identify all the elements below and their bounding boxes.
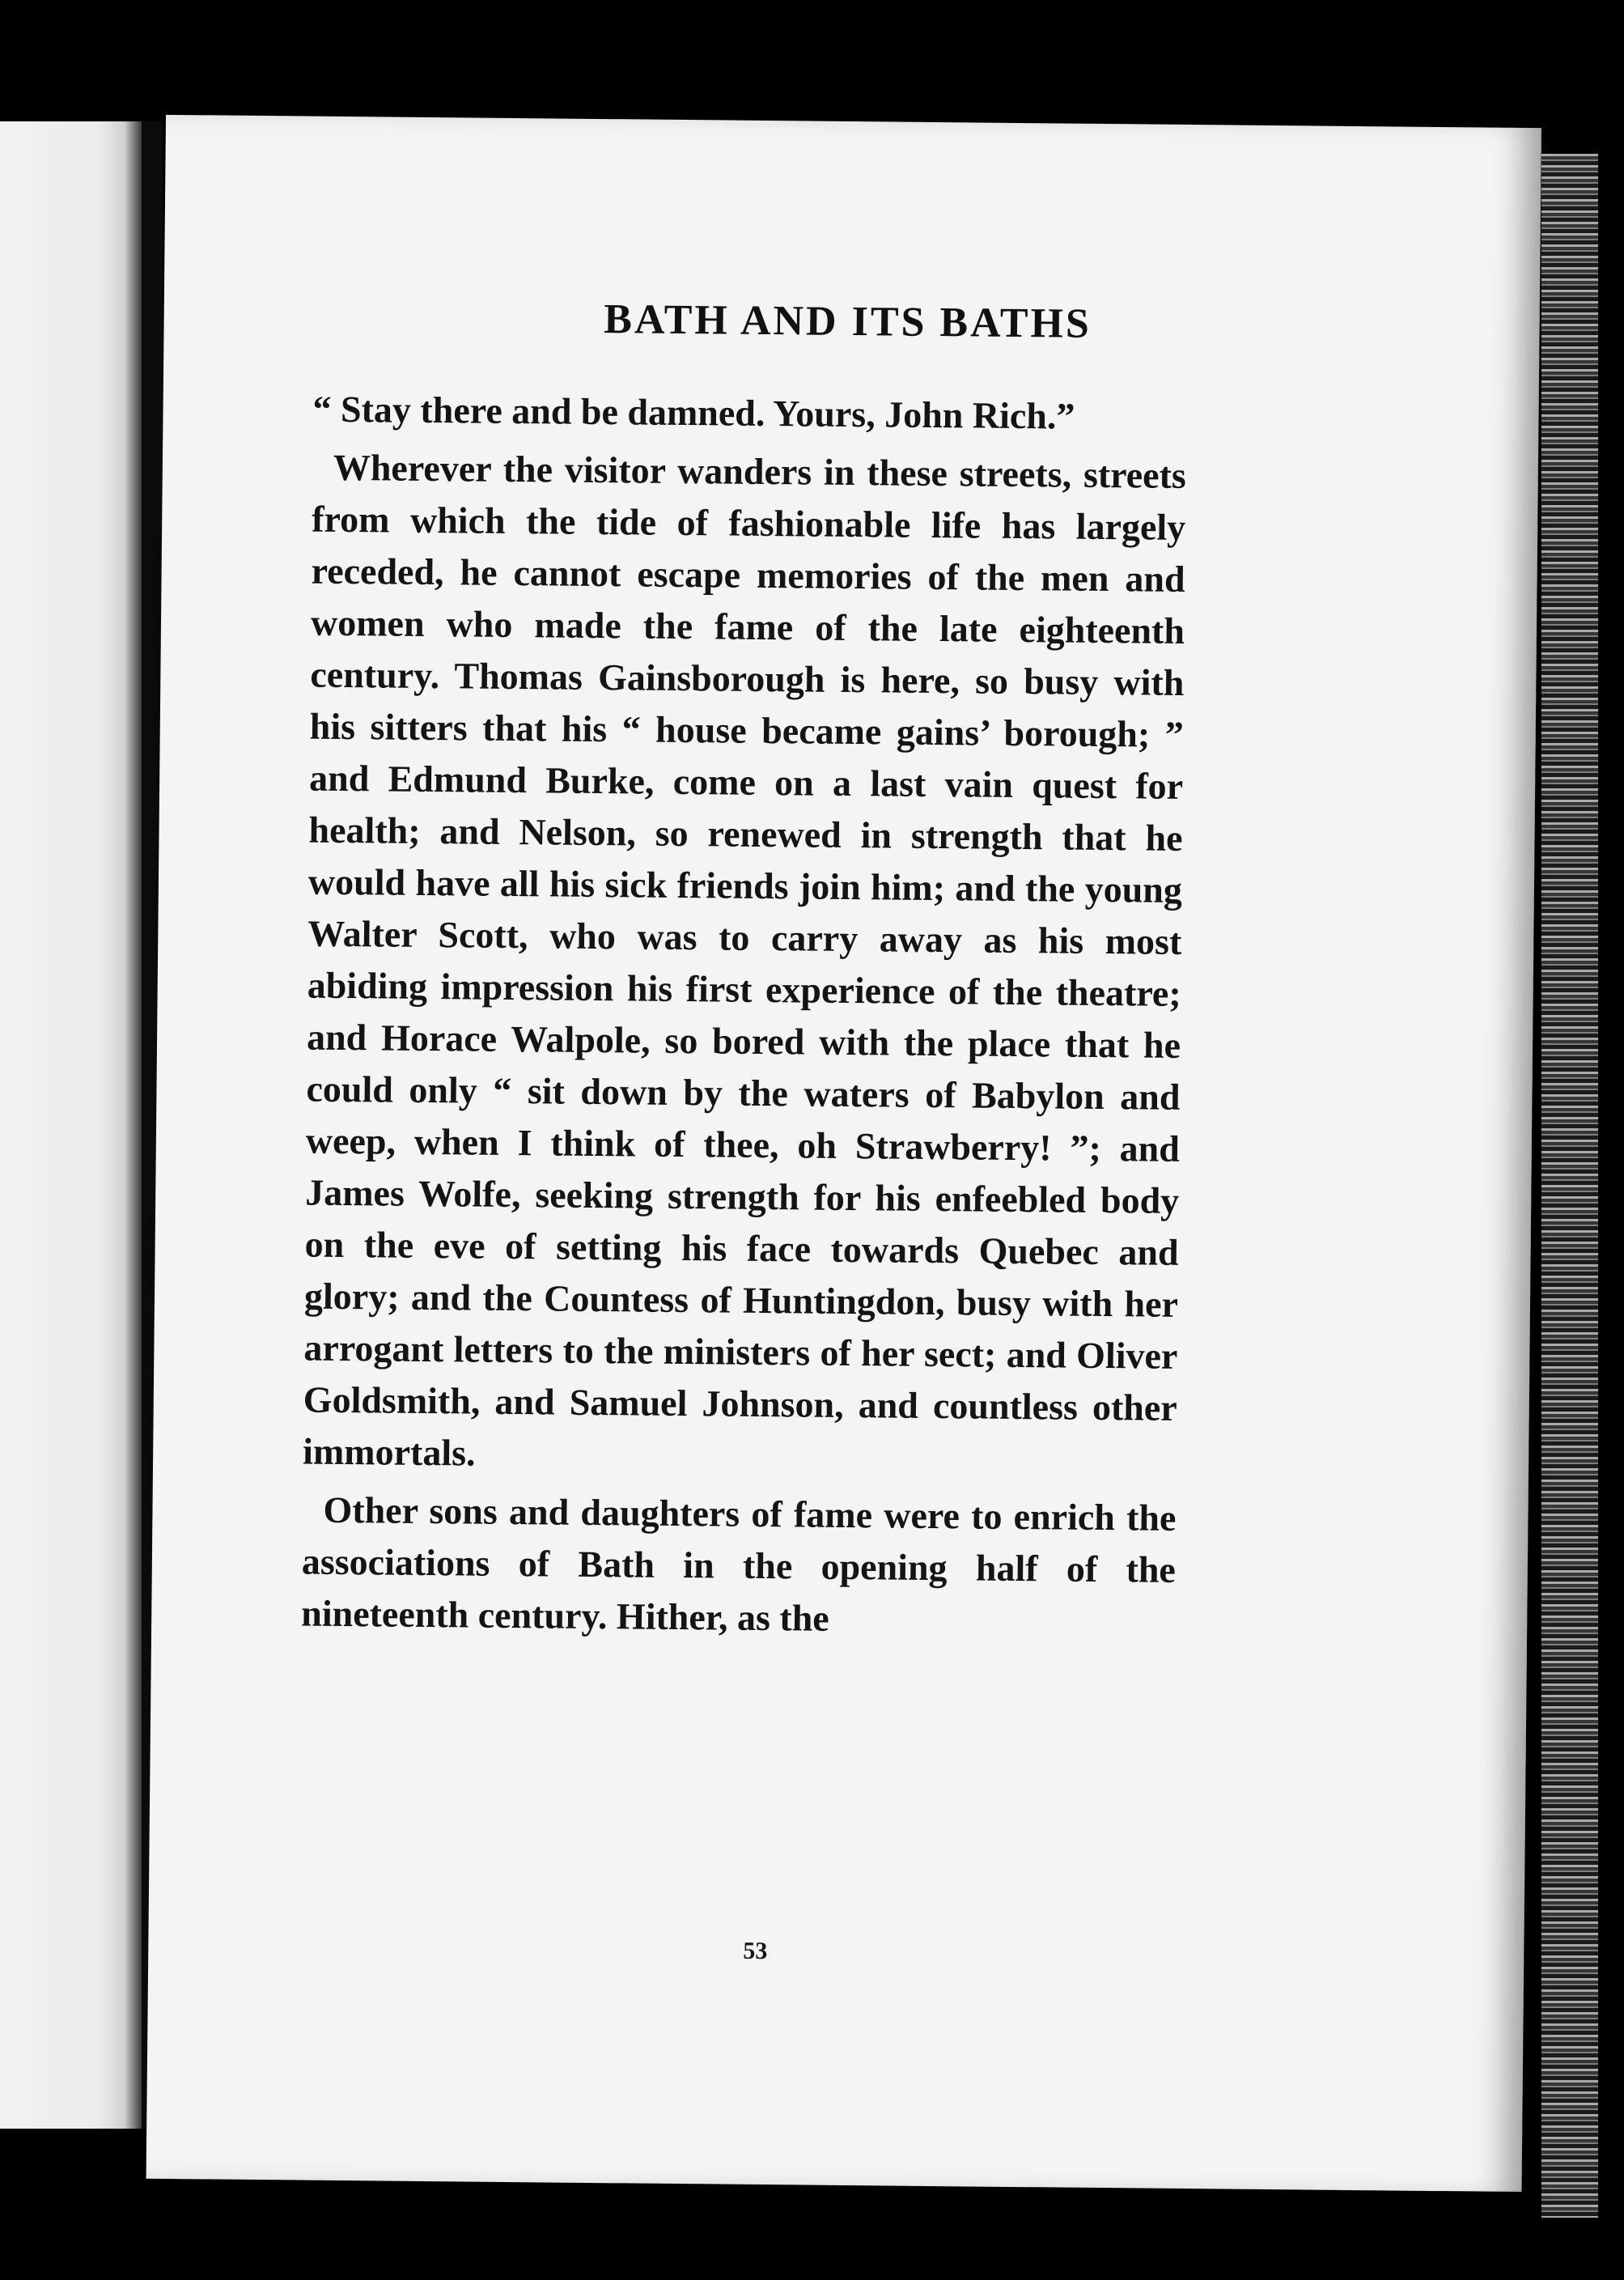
running-head: BATH AND ITS BATHS [604,296,1092,347]
page-number: 53 [743,1937,768,1965]
book-page [146,115,1541,2192]
body-text [301,384,1187,1648]
page-fore-edge [1541,154,1598,2218]
paragraph: “ Stay there and be damned. Yours, John Rich.” [312,388,1075,437]
paragraph: Wherever the visitor wanders in these streets, streets from which the tide of fashionable life has largely receded, he cannot escape memories of the men and women who made the fame of the late eighteenth century. Thomas Gainsborough is here, so busy with his sitters that his “ house became gains’ borough; ” and Edmund Burke, come on a last vain quest for health; and Nelson, so renewed in strength that he would have all his sick friends join him; and the young Walter Scott, who was to carry away as his most abiding impression his first experience of the theatre; and Horace Walpole, so bored with the place that he could only “ sit down by the waters of Babylon and weep, when I think of thee, oh Strawberry! ”; and James Wolfe, seeking strength for his enfeebled body on the eve of setting his face towards Quebec and glory; and the Countess of Huntingdon, busy with her arrogant letters to the ministers of her sect; and Oliver Goldsmith, and Samuel Johnson, and countless other immortals. [302,446,1187,1474]
facing-page-edge [0,121,142,2129]
paragraph: Other sons and daughters of fame were to enrich the associations of Bath in the opening half of the nineteenth century. Hither, as the [301,1488,1177,1639]
